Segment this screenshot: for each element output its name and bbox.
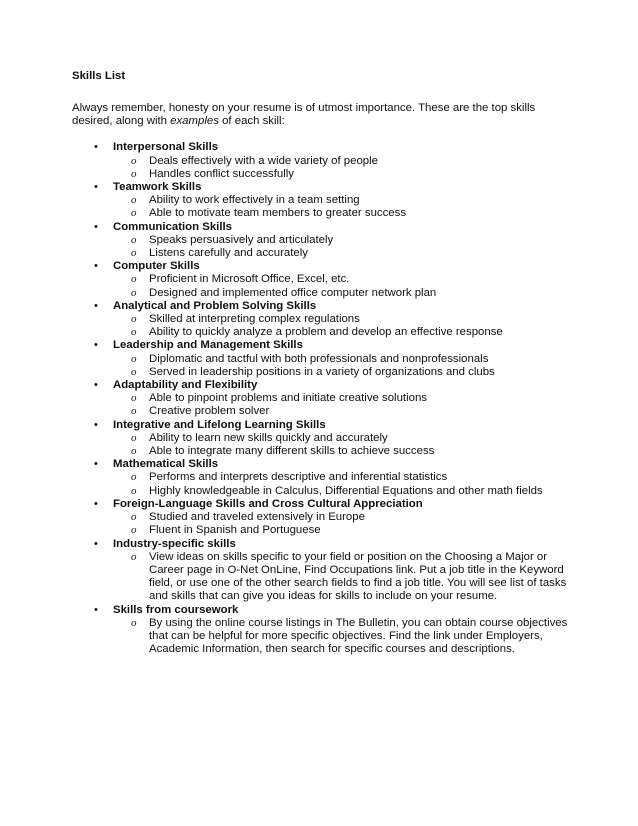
example-item [113,366,572,379]
example-item [113,511,572,524]
example-text: By using the online course listings in The Bulletin, you can obtain course objectives that can be helpful for more specific objectives. Find the link under Employers, Academic Information, then search for specific courses and descriptions. [149,616,568,656]
bullet-icon: • [94,220,98,233]
skill-item [72,458,572,498]
example-list [113,194,572,220]
skills-list [72,141,572,656]
circle-bullet-icon: o [131,313,137,326]
circle-bullet-icon: o [131,471,137,484]
example-list [113,432,572,458]
intro-paragraph [72,102,572,128]
circle-bullet-icon: o [131,484,137,497]
circle-bullet-icon: o [131,616,137,629]
example-list [113,551,572,604]
circle-bullet-icon: o [131,286,137,299]
example-item [113,247,572,260]
circle-bullet-icon: o [131,167,137,180]
example-item [113,551,572,604]
example-item [113,485,572,498]
bullet-icon: • [94,458,98,471]
document-title: Skills List [72,70,126,82]
example-item [113,287,572,300]
circle-bullet-icon: o [131,511,137,524]
skill-item [72,300,572,340]
example-text: Deals effectively with a wide variety of people [149,154,378,167]
example-item [113,168,572,181]
example-text: Proficient in Microsoft Office, Excel, etc. [149,273,350,286]
example-text: Listens carefully and accurately [149,247,308,260]
example-text: Skilled at interpreting complex regulations [149,313,360,326]
example-list [113,234,572,260]
skill-heading: Computer Skills [113,260,200,273]
example-text: Able to motivate team members to greater success [149,207,407,220]
example-list [113,471,572,497]
example-text: Served in leadership positions in a variety of organizations and clubs [149,365,495,378]
example-text: Designed and implemented office computer network plan [149,286,437,299]
circle-bullet-icon: o [131,550,137,563]
skill-item [72,181,572,221]
circle-bullet-icon: o [131,207,137,220]
example-item [113,432,572,445]
example-list [113,392,572,418]
skill-item [72,604,572,657]
skill-item [72,498,572,538]
example-text: Ability to work effectively in a team setting [149,194,360,207]
skill-heading: Integrative and Lifelong Learning Skills [113,418,326,431]
circle-bullet-icon: o [131,405,137,418]
intro-text: Always remember, honesty on your resume is of utmost importance. These are the top skills desired, along with [72,102,536,128]
example-list [113,313,572,339]
example-text: Ability to learn new skills quickly and accurately [149,431,388,444]
example-text: Highly knowledgeable in Calculus, Differential Equations and other math fields [149,484,543,497]
bullet-icon: • [94,379,98,392]
skill-item [72,538,572,604]
example-item [113,234,572,247]
example-list [113,273,572,299]
intro-emphasis: examples [170,115,219,128]
circle-bullet-icon: o [131,273,137,286]
example-item [113,313,572,326]
bullet-icon: • [94,141,98,154]
example-item [113,207,572,220]
skill-item [72,419,572,459]
skill-heading: Adaptability and Flexibility [113,379,258,392]
skill-heading: Mathematical Skills [113,458,219,471]
intro-text-end: of each skill: [218,115,285,128]
circle-bullet-icon: o [131,326,137,339]
bullet-icon: • [94,603,98,616]
example-text: Handles conflict successfully [149,167,294,180]
skill-item [72,141,572,181]
circle-bullet-icon: o [131,365,137,378]
bullet-icon: • [94,260,98,273]
circle-bullet-icon: o [131,194,137,207]
skill-heading: Industry-specific skills [113,537,236,550]
example-text: Fluent in Spanish and Portuguese [149,524,321,537]
example-text: Diplomatic and tactful with both professionals and nonprofessionals [149,352,489,365]
skill-heading: Foreign-Language Skills and Cross Cultural Appreciation [113,497,423,510]
bullet-icon: • [94,418,98,431]
example-item [113,326,572,339]
circle-bullet-icon: o [131,431,137,444]
bullet-icon: • [94,339,98,352]
example-text: View ideas on skills specific to your field or position on the Choosing a Major or Career page in O-Net OnLine, Find Occupations link. Put a job title in the Keyword field, or use one of the other search fields to find a job title. You will see list of tasks and skills that can give you ideas for skills to include on your resume. [149,550,567,603]
skill-heading: Communication Skills [113,220,232,233]
example-item [113,617,572,657]
circle-bullet-icon: o [131,247,137,260]
skill-item [72,379,572,419]
example-text: Studied and traveled extensively in Europe [149,511,365,524]
example-list [113,617,572,657]
skill-heading: Leadership and Management Skills [113,339,303,352]
example-text: Able to integrate many different skills to achieve success [149,445,435,458]
skill-item [72,260,572,300]
example-text: Able to pinpoint problems and initiate creative solutions [149,392,427,405]
example-text: Ability to quickly analyze a problem and develop an effective response [149,326,503,339]
example-item [113,194,572,207]
skill-heading: Skills from coursework [113,603,239,616]
circle-bullet-icon: o [131,524,137,537]
example-list [113,353,572,379]
example-item [113,392,572,405]
skill-item [72,221,572,261]
example-text: Creative problem solver [149,405,270,418]
circle-bullet-icon: o [131,233,137,246]
bullet-icon: • [94,537,98,550]
example-item [113,445,572,458]
skill-item [72,339,572,379]
example-list [113,155,572,181]
bullet-icon: • [94,299,98,312]
circle-bullet-icon: o [131,154,137,167]
bullet-icon: • [94,497,98,510]
example-item [113,405,572,418]
circle-bullet-icon: o [131,445,137,458]
example-text: Performs and interprets descriptive and inferential statistics [149,471,448,484]
example-item [113,353,572,366]
skill-heading: Teamwork Skills [113,181,202,194]
bullet-icon: • [94,181,98,194]
skill-heading: Interpersonal Skills [113,141,219,154]
skill-heading: Analytical and Problem Solving Skills [113,299,317,312]
document-page [72,70,572,656]
example-list [113,511,572,537]
circle-bullet-icon: o [131,392,137,405]
example-item [113,155,572,168]
example-item [113,524,572,537]
example-item [113,471,572,484]
example-text: Speaks persuasively and articulately [149,233,334,246]
circle-bullet-icon: o [131,352,137,365]
example-item [113,273,572,286]
